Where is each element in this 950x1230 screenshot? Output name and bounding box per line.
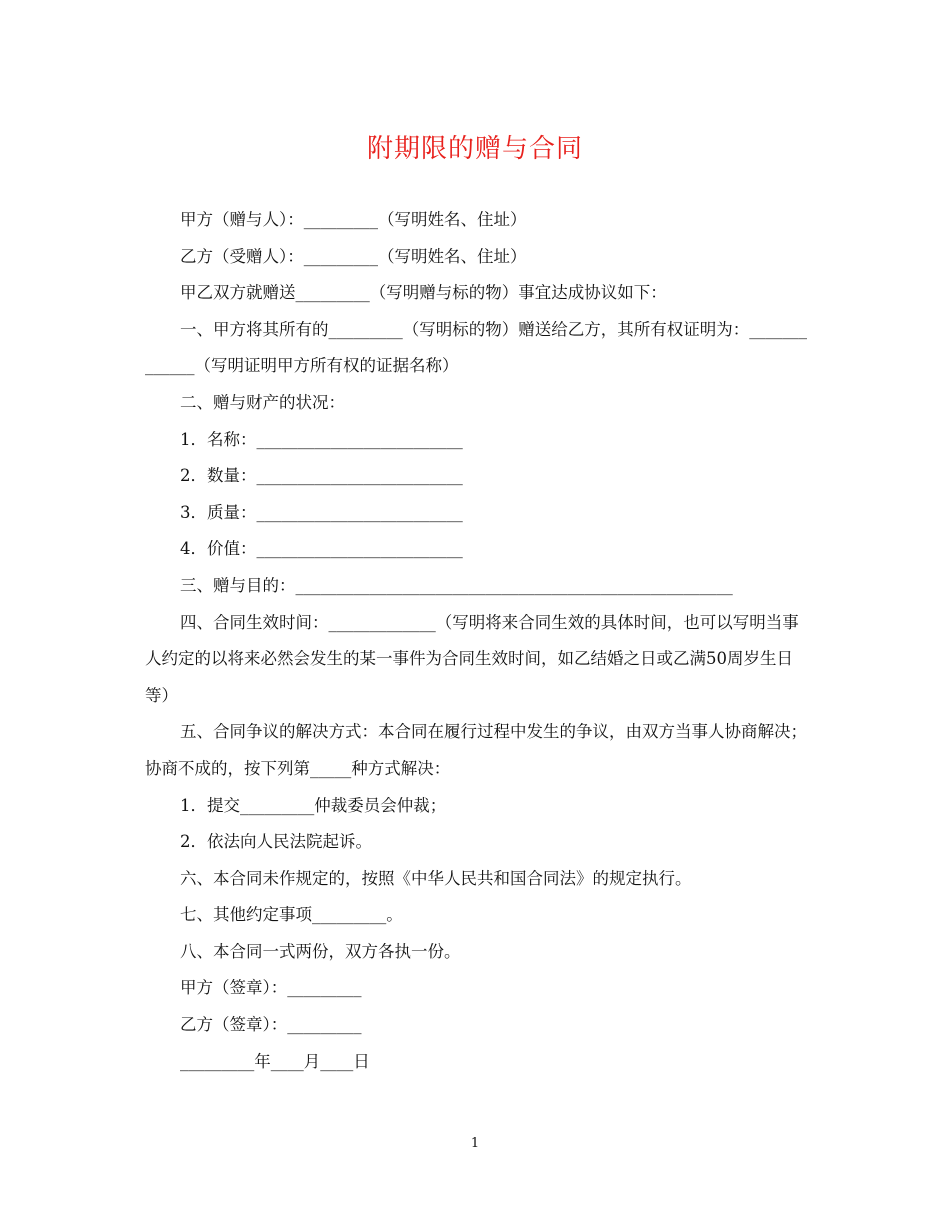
agreement-intro: 甲乙双方就赠送_________（写明赠与标的物）事宜达成协议如下： [180,283,667,303]
clause-4-effective-time: 四、合同生效时间：_____________（写明将来合同生效的具体时间，也可以写明当事人约定的以将来必然会发生的某一事件为合同生效时间，如乙结婚之日或乙满50周岁生日等） [145,612,799,705]
clause-7: 七、其他约定事项_________。 [180,905,403,925]
clause-5-dispute: 五、合同争议的解决方式：本合同在履行过程中发生的争议，由双方当事人协商解决；协商不成的，按下列第_____种方式解决： [145,722,807,778]
page-number: 1 [470,1136,480,1151]
clause-2-heading: 二、赠与财产的状况： [180,392,345,412]
party-a-line: 甲方（赠与人）：_________（写明姓名、住址） [180,210,527,229]
party-b-signature: 乙方（签章）：_________ [180,1015,362,1035]
property-quality: 3．质量：_________________________ [180,502,463,522]
dispute-option-1: 1．提交_________仲裁委员会仲裁； [180,795,447,815]
clause-1: 一、甲方将其所有的_________（写明标的物）赠送给乙方，其所有权证明为：_____________（写明证明甲方所有权的证据名称） [145,319,807,376]
signing-date: _________年____月____日 [180,1051,370,1071]
clause-8: 八、本合同一式两份，双方各执一份。 [180,941,461,961]
property-value: 4．价值：_________________________ [180,539,463,559]
property-quantity: 2．数量：_________________________ [180,466,463,486]
property-name: 1．名称：_________________________ [180,429,463,449]
clause-3-purpose: 三、赠与目的：_____________________________________________________ [180,575,733,595]
party-a-signature: 甲方（签章）：_________ [180,978,362,998]
clause-6: 六、本合同未作规定的，按照《中华人民共和国合同法》的规定执行。 [180,868,692,888]
contract-body [145,202,807,1080]
dispute-option-2: 2．依法向人民法院起诉。 [180,832,372,852]
document-title: 附期限的赠与合同 [366,134,583,164]
party-b-line: 乙方（受赠人）：_________（写明姓名、住址） [180,246,527,266]
